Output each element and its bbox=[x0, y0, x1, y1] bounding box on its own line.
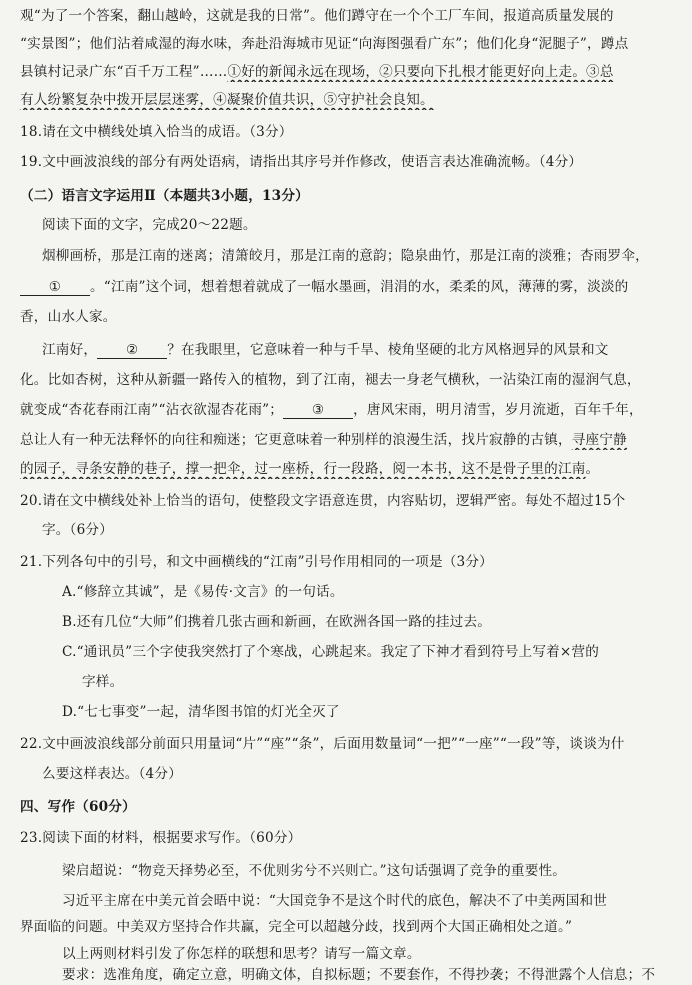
text-line bbox=[20, 90, 680, 110]
material-line: 界面临的问题。中美双方坚持合作共赢，完全可以超越分歧，找到两个大国正确相处之道。” bbox=[20, 919, 573, 935]
question-20: 20.请在文中横线处补上恰当的语句，使整段文字语意连贯，内容贴切，逻辑严密。每处不超过15个 bbox=[20, 493, 626, 509]
question-18: 18.请在文中横线处填入恰当的成语。（3分） bbox=[20, 124, 293, 140]
question-22-cont: 么要这样表达。（4分） bbox=[42, 766, 182, 782]
material-line: 梁启超说：“物竞天择势必至，不优则劣兮不兴则亡。”这句话强调了竞争的重要性。 bbox=[62, 863, 567, 879]
text-line: “实景图”；他们沾着咸湿的海水味，奔赴沿海城市见证“向海图强看广东”；他们化身“泥腿子”，蹲点 bbox=[20, 36, 629, 52]
passage-line: 总让人有一种无法释怀的向往和痴迷；它更意味着一种别样的浪漫生活，找片寂静的古镇，寻座宁静 bbox=[20, 432, 627, 448]
option-c-cont: 字样。 bbox=[82, 674, 124, 690]
section-heading-writing: 四、写作（60分） bbox=[20, 799, 136, 815]
option-d: D.“七七事变”一起，清华图书馆的灯光全灭了 bbox=[62, 704, 340, 720]
question-23: 23.阅读下面的材料，根据要求写作。（60分） bbox=[20, 830, 302, 846]
passage-line: 化。比如杏树，这种从新疆一路传入的植物，到了江南，褪去一身老气横秋，一沾染江南的湿润气息， bbox=[20, 372, 641, 388]
passage-line: 烟柳画桥，那是江南的迷离；清箫皎月，那是江南的意韵；隐泉曲竹，那是江南的淡雅；杏雨罗伞， bbox=[42, 248, 649, 264]
option-c: C.“通讯员”三个字使我突然打了个寒战，心跳起来。我定了下神才看到符号上写着×营的 bbox=[62, 644, 600, 660]
passage-line: 就变成“杏花春雨江南”“沾衣欲湿杏花雨”； ③ ，唐风宋雨，明月清雪，岁月流逝，百年千年， bbox=[20, 402, 643, 418]
answer-blank-2[interactable]: ② bbox=[97, 342, 167, 359]
question-20-cont: 字。（6分） bbox=[42, 522, 114, 538]
option-b: B.还有几位“大师”们携着几张古画和新画，在欧洲各国一路的挂过去。 bbox=[62, 614, 492, 630]
section-heading: （二）语言文字运用Ⅱ（本题共3小题，13分） bbox=[20, 188, 309, 204]
answer-blank-3[interactable]: ③ bbox=[283, 402, 353, 419]
text-line: 县镇村记录广东“百千万工程”……①好的新闻永远在现场，②只要向下扎根才能更好向上走。③总 bbox=[20, 64, 614, 80]
wavy-underlined-text: 有人纷繁复杂中拨开层层迷雾，④凝聚价值共识，⑤守护社会良知。 bbox=[20, 92, 434, 108]
writing-prompt: 以上两则材料引发了你怎样的联想和思考？请写一篇文章。 bbox=[62, 946, 421, 962]
question-21: 21.下列各句中的引号，和文中画横线的“江南”引号作用相同的一项是（3分） bbox=[20, 554, 493, 570]
wavy-underlined-text: 寻座宁静 bbox=[571, 432, 627, 448]
wavy-underlined-text: 的园子，寻条安静的巷子，撑一把伞，过一座桥，行一段路，阅一本书，这不是骨子里的江南 bbox=[20, 461, 586, 477]
passage-line: 香，山水人家。 bbox=[20, 309, 117, 325]
material-line: 习近平主席在中美元首会晤中说：“大国竞争不是这个时代的底色，解决不了中美两国和世 bbox=[62, 893, 608, 909]
wavy-underlined-text: ①好的新闻永远在现场，②只要向下扎根才能更好向上走。③总 bbox=[227, 64, 614, 80]
text-line: 观“为了一个答案，翻山越岭，这就是我的日常”。他们蹲守在一个个工厂车间，报道高质量发展的 bbox=[20, 8, 614, 24]
passage-line: 江南好， ② ？在我眼里，它意味着一种与千旱、棱角坚硬的北方风格迥异的风景和文 bbox=[42, 342, 609, 358]
passage-line: 的园子，寻条安静的巷子，撑一把伞，过一座桥，行一段路，阅一本书，这不是骨子里的江南。 bbox=[20, 461, 600, 477]
question-22: 22.文中画波浪线部分前面只用量词“片”“座”“条”，后面用数量词“一把”“一座”“一段”等，谈谈为什 bbox=[20, 736, 625, 752]
writing-requirements: 要求：选准角度，确定立意，明确文体，自拟标题；不要套作，不得抄袭；不得泄露个人信息；不 bbox=[62, 967, 656, 983]
question-19: 19.文中画波浪线的部分有两处语病，请指出其序号并作修改，使语言表达准确流畅。（4分） bbox=[20, 154, 583, 170]
reading-instruction: 阅读下面的文字，完成20～22题。 bbox=[42, 217, 257, 233]
answer-blank-1[interactable]: ① bbox=[20, 279, 90, 296]
option-a: A.“修辞立其诚”，是《易传·文言》的一句话。 bbox=[62, 584, 344, 600]
passage-line: ① 。“江南”这个词，想着想着就成了一幅水墨画，涓涓的水，柔柔的风，薄薄的雾，淡淡的 bbox=[20, 277, 680, 297]
